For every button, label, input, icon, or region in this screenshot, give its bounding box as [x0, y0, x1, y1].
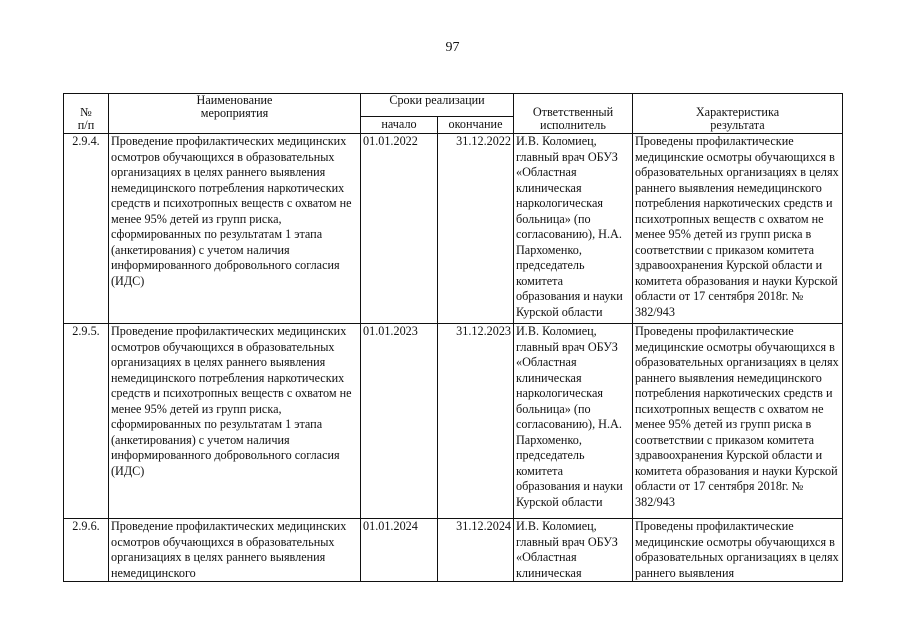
- end-date: 31.12.2023: [438, 324, 514, 519]
- header-num: № п/п: [64, 94, 109, 134]
- responsible-executor: И.В. Коломиец, главный врач ОБУЗ «Областная клиническая наркологическая больница» (по согласованию), Н.А. Пархоменко, председатель комитета образования и науки Курской области: [514, 134, 633, 324]
- activity-name: Проведение профилактических медицинских осмотров обучающихся в образовательных организациях в целях раннего выявления немедицинского потребления наркотических средств и психотропных веществ с охватом не менее 95% детей из групп риска, сформированных по результатам 1 этапа (анкетирования) с учетом наличия информированного добровольного согласия (ИДС): [109, 134, 361, 324]
- result-description: Проведены профилактические медицинские осмотры обучающихся в образовательных организациях в целях раннего выявления немедицинского потребления наркотических средств и психотропных веществ с охватом не менее 95% детей из групп риска в соответствии с приказом комитета здравоохранения Курской области и комитета образования и науки Курской области от 17 сентября 2018г. № 382/943: [633, 134, 843, 324]
- activities-table: [63, 93, 843, 582]
- header-responsible: Ответственный исполнитель: [514, 94, 633, 134]
- end-date: 31.12.2022: [438, 134, 514, 324]
- header-end: окончание: [438, 117, 514, 134]
- header-start: начало: [361, 117, 438, 134]
- header-period: Сроки реализации: [361, 94, 514, 117]
- activity-name: Проведение профилактических медицинских осмотров обучающихся в образовательных организациях в целях раннего выявления немедицинского: [109, 519, 361, 582]
- result-description: Проведены профилактические медицинские осмотры обучающихся в образовательных организациях в целях раннего выявления немедицинского потребления наркотических средств и психотропных веществ с охватом не менее 95% детей из групп риска в соответствии с приказом комитета здравоохранения Курской области и комитета образования и науки Курской области от 17 сентября 2018г. № 382/943: [633, 324, 843, 519]
- table-row: [64, 519, 843, 582]
- page-number: 97: [445, 40, 460, 55]
- row-number: 2.9.4.: [64, 134, 109, 324]
- start-date: 01.01.2024: [361, 519, 438, 582]
- table-row: [64, 324, 843, 519]
- responsible-executor: И.В. Коломиец, главный врач ОБУЗ «Областная клиническая: [514, 519, 633, 582]
- header-result: Характеристика результата: [633, 94, 843, 134]
- table-header-row: [64, 94, 843, 117]
- responsible-executor: И.В. Коломиец, главный врач ОБУЗ «Областная клиническая наркологическая больница» (по согласованию), Н.А. Пархоменко, председатель комитета образования и науки Курской области: [514, 324, 633, 519]
- end-date: 31.12.2024: [438, 519, 514, 582]
- start-date: 01.01.2023: [361, 324, 438, 519]
- result-description: Проведены профилактические медицинские осмотры обучающихся в образовательных организациях в целях раннего выявления: [633, 519, 843, 582]
- header-name: Наименование мероприятия: [109, 94, 361, 134]
- start-date: 01.01.2022: [361, 134, 438, 324]
- row-number: 2.9.5.: [64, 324, 109, 519]
- table-row: [64, 134, 843, 324]
- activity-name: Проведение профилактических медицинских осмотров обучающихся в образовательных организациях в целях раннего выявления немедицинского потребления наркотических средств и психотропных веществ с охватом не менее 95% детей из групп риска, сформированных по результатам 1 этапа (анкетирования) с учетом наличия информированного добровольного согласия (ИДС): [109, 324, 361, 519]
- row-number: 2.9.6.: [64, 519, 109, 582]
